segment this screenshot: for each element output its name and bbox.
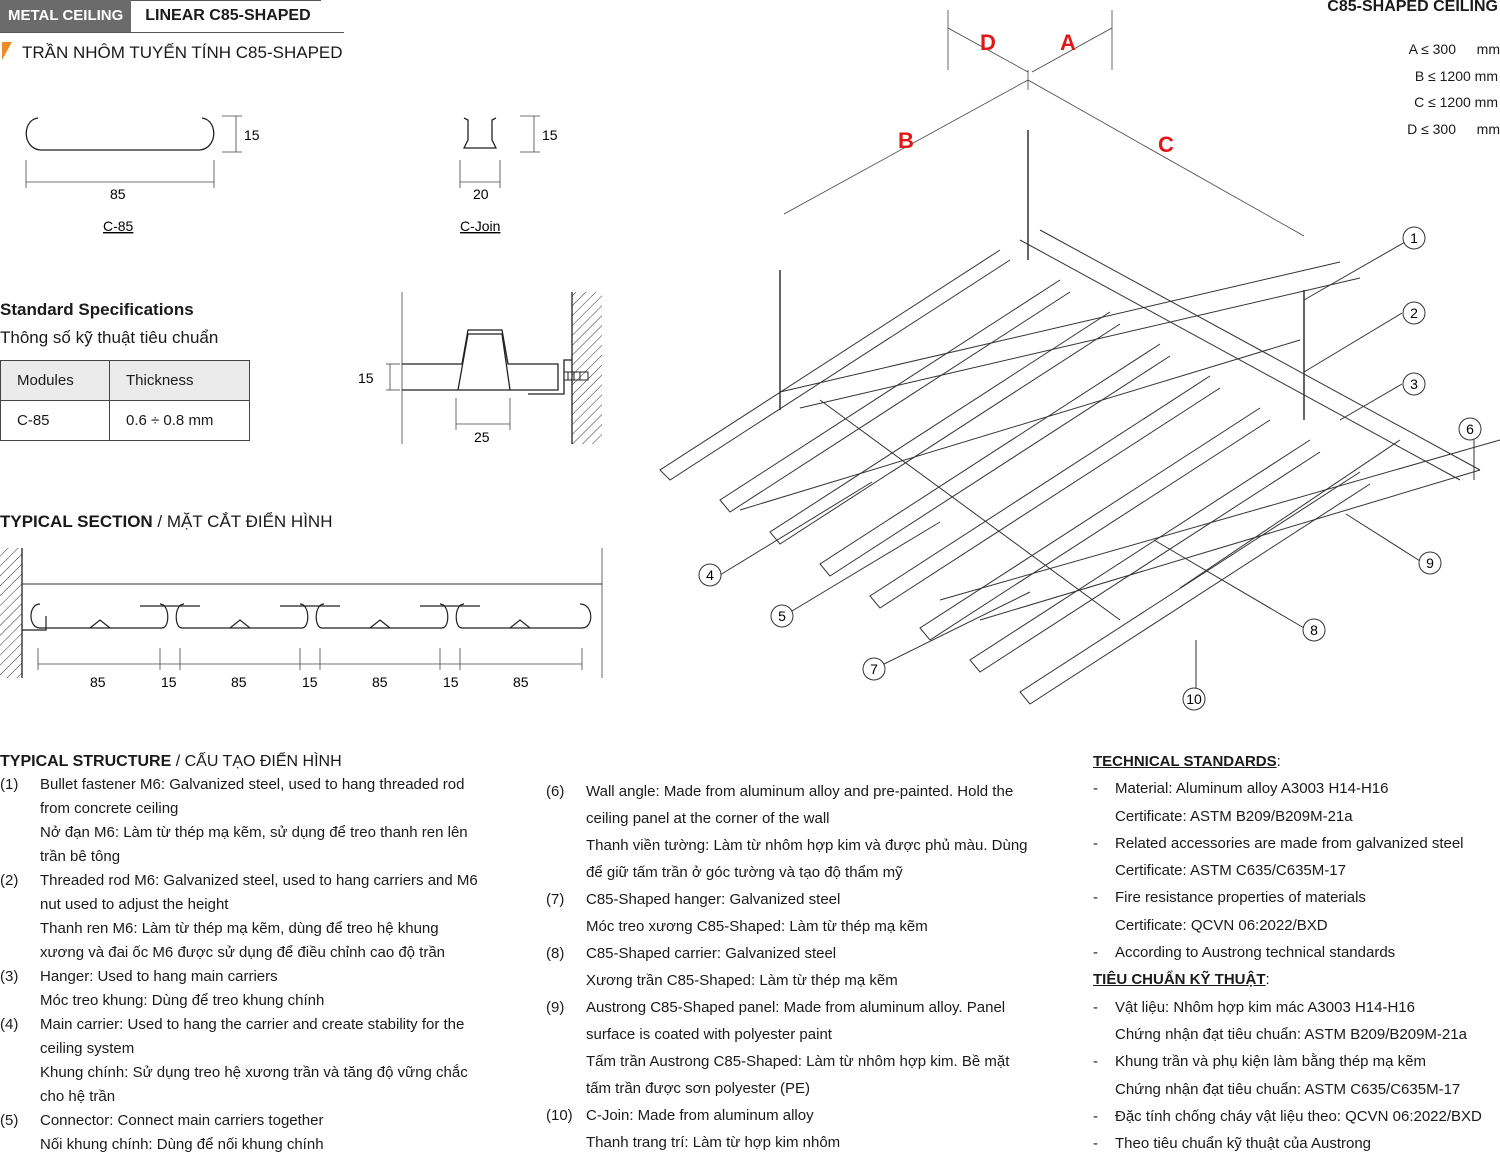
item-line: Threaded rod M6: Galvanized steel, used to hang carriers and M6 <box>40 872 478 889</box>
callout-number: 6 <box>1466 421 1474 437</box>
item-line: Nối khung chính: Dùng để nối khung chính <box>40 1136 324 1153</box>
wall-detail-drawing <box>350 290 610 450</box>
list-item <box>1093 1103 1498 1130</box>
item-line: Main carrier: Used to hang the carrier and create stability for the <box>40 1016 465 1033</box>
spec-cell-thickness: 0.6 ÷ 0.8 mm <box>110 401 250 441</box>
iso-dimension-labels <box>898 30 1174 157</box>
item-line: ceiling system <box>40 1040 135 1057</box>
structure-column-1 <box>0 773 520 1157</box>
section-dim-label: 15 <box>302 674 318 690</box>
callout-number: 8 <box>1310 622 1318 638</box>
item-line: C85-Shaped carrier: Galvanized steel <box>586 945 837 962</box>
page-title: LINEAR C85-SHAPED <box>131 0 320 32</box>
item-line: C85-Shaped hanger: Galvanized steel <box>586 891 841 908</box>
item-line: cho hệ trần <box>40 1088 116 1105</box>
threaded-rods-icon <box>780 130 1304 420</box>
header-bar <box>0 0 321 32</box>
bullet: - <box>1093 1107 1098 1125</box>
spec-cell-module: C-85 <box>1 401 110 441</box>
diagram-title: C85-SHAPED CEILING <box>1327 0 1498 15</box>
item-line: Wall angle: Made from aluminum alloy and pre-painted. Hold the <box>586 783 1014 800</box>
callout-number: 5 <box>778 608 786 624</box>
list-item <box>546 1102 1066 1156</box>
accent-mark-icon <box>2 42 12 60</box>
iso-label-b: B <box>898 128 914 153</box>
spec-header-thickness: Thickness <box>110 361 250 401</box>
standards-title-en <box>1093 748 1498 775</box>
wall-height-label: 15 <box>358 370 374 386</box>
callout-number: 4 <box>706 567 714 583</box>
item-line: Chứng nhận đạt tiêu chuẩn: ASTM C635/C635M-17 <box>1115 1080 1461 1098</box>
page-subtitle: TRẦN NHÔM TUYẾN TÍNH C85-SHAPED <box>22 43 343 62</box>
callout-number: 1 <box>1410 230 1418 246</box>
cjoin-dimension-lines <box>460 116 540 188</box>
callout-number: 9 <box>1426 555 1434 571</box>
standards-colon: : <box>1276 753 1281 770</box>
item-line: Fire resistance properties of materials <box>1115 889 1366 907</box>
list-item <box>546 886 1066 940</box>
iso-label-c: C <box>1158 132 1174 157</box>
c85-dimension-lines <box>26 116 242 188</box>
section-dimension-labels <box>90 674 529 690</box>
item-line: Material: Aluminum alloy A3003 H14-H16 <box>1115 780 1389 798</box>
item-number: (10) <box>546 1107 573 1124</box>
spec-title: Standard Specifications <box>0 300 194 319</box>
profile-drawings <box>0 100 620 240</box>
standards-title-en-text: TECHNICAL STANDARDS <box>1093 753 1277 770</box>
item-line: Vật liệu: Nhôm hợp kim mác A3003 H14-H16 <box>1115 998 1415 1016</box>
list-item <box>0 965 520 1013</box>
item-line: để giữ tấm trần ở góc tường và tạo độ thẩm mỹ <box>586 864 903 881</box>
c85-name-label: C-85 <box>103 218 134 234</box>
list-item <box>1093 884 1498 939</box>
item-line: Xương trần C85-Shaped: Làm từ thép mạ kẽm <box>586 972 898 989</box>
dim-limit-label: A ≤ 300 <box>1408 41 1456 57</box>
list-item <box>0 773 520 869</box>
dim-limit-label: B ≤ 1200 mm <box>1414 67 1498 84</box>
dim-limit-label: D ≤ 300 <box>1407 120 1456 137</box>
c85-width-label: 85 <box>110 186 126 202</box>
list-item <box>0 1109 520 1157</box>
c85-height-label: 15 <box>244 127 260 143</box>
section-dim-label: 15 <box>161 674 177 690</box>
spec-table <box>0 360 250 441</box>
wall-panel-profile-icon <box>402 330 572 394</box>
callout-number: 3 <box>1410 376 1418 392</box>
bullet: - <box>1093 944 1098 962</box>
item-line: surface is coated with polyester paint <box>586 1026 832 1043</box>
callout-number: 10 <box>1186 691 1202 707</box>
list-item <box>1093 939 1498 966</box>
standards-title-vi <box>1093 966 1498 993</box>
iso-callouts <box>699 227 1481 710</box>
item-number: (8) <box>546 945 565 962</box>
item-line: Austrong C85-Shaped panel: Made from aluminum alloy. Panel <box>586 999 1006 1016</box>
list-item <box>0 1013 520 1109</box>
list-item <box>0 869 520 965</box>
item-number: (7) <box>546 891 565 908</box>
callout-number: 7 <box>870 661 878 677</box>
item-line: tấm trần được sơn polyester (PE) <box>586 1080 810 1097</box>
section-wall-hatch <box>0 548 22 678</box>
callout-number: 2 <box>1410 305 1418 321</box>
bullet: - <box>1093 998 1098 1016</box>
standards-title-vi-text: TIÊU CHUẨN KỸ THUẬT <box>1093 971 1266 989</box>
item-line: xương và đai ốc M6 được sử dụng để điều chỉnh cao độ trần <box>40 944 446 961</box>
item-line: ceiling panel at the corner of the wall <box>586 810 830 827</box>
item-line: Bullet fastener M6: Galvanized steel, used to hang threaded rod <box>40 776 465 793</box>
item-line: Theo tiêu chuẩn kỹ thuật của Austrong <box>1115 1135 1372 1153</box>
iso-callout-numbers <box>706 230 1474 707</box>
bullet: - <box>1093 780 1098 798</box>
list-item <box>1093 775 1498 830</box>
section-dim-label: 85 <box>513 674 529 690</box>
structure-title <box>0 750 342 774</box>
section-dim-label: 85 <box>90 674 106 690</box>
spec-header-modules: Modules <box>1 361 110 401</box>
item-line: According to Austrong technical standards <box>1115 944 1396 962</box>
item-number: (9) <box>546 999 565 1016</box>
wall-hatch <box>572 292 602 444</box>
iso-label-a: A <box>1060 30 1076 55</box>
dim-limit-label: C ≤ 1200 mm <box>1414 94 1498 110</box>
item-line: Chứng nhận đạt tiêu chuẩn: ASTM B209/B209M-21a <box>1115 1025 1467 1043</box>
dim-limit-unit: mm <box>1476 120 1500 137</box>
item-number: (3) <box>0 968 19 985</box>
list-item <box>546 940 1066 994</box>
typical-section-drawing <box>0 546 610 696</box>
cjoin-width-label: 20 <box>473 186 489 202</box>
section-title <box>0 512 332 532</box>
item-line: Connector: Connect main carriers together <box>40 1112 324 1129</box>
item-number: (2) <box>0 872 19 889</box>
list-item <box>546 994 1066 1102</box>
item-line: Móc treo xương C85-Shaped: Làm từ thép mạ kẽm <box>586 918 928 935</box>
item-number: (5) <box>0 1112 19 1129</box>
item-number: (1) <box>0 776 19 793</box>
standards-colon: : <box>1265 971 1270 989</box>
item-line: trần bê tông <box>40 848 121 865</box>
section-dimension-lines <box>38 648 582 670</box>
category-tag: METAL CEILING <box>0 0 131 32</box>
cjoin-height-label: 15 <box>542 127 558 143</box>
item-number: (4) <box>0 1016 19 1033</box>
item-line: Khung trần và phụ kiện làm bằng thép mạ kẽm <box>1115 1053 1427 1071</box>
dim-limit-unit: mm <box>1476 41 1500 57</box>
list-item <box>1093 994 1498 1049</box>
item-line: Nở đạn M6: Làm từ thép mạ kẽm, sử dụng để treo thanh ren lên <box>40 824 468 841</box>
item-line: Certificate: QCVN 06:2022/BXD <box>1115 916 1328 934</box>
item-line: Khung chính: Sử dụng treo hệ xương trần và tăng độ vững chắc <box>40 1064 468 1081</box>
item-line: Tấm trần Austrong C85-Shaped: Làm từ nhôm hợp kim. Bề mặt <box>586 1053 1010 1070</box>
item-line: Đặc tính chống cháy vật liệu theo: QCVN 06:2022/BXD <box>1115 1107 1482 1125</box>
item-line: Thanh ren M6: Làm từ thép mạ kẽm, dùng để treo hệ khung <box>40 920 439 937</box>
iso-dimension-lines <box>784 10 1304 236</box>
item-line: Related accessories are made from galvanized steel <box>1115 834 1464 852</box>
spec-table-header <box>1 361 250 401</box>
section-title-bold: TYPICAL SECTION <box>0 512 153 531</box>
bullet: - <box>1093 834 1098 852</box>
list-item <box>1093 830 1498 885</box>
c85-profile-icon <box>26 118 214 150</box>
item-line: Thanh viền tường: Làm từ nhôm hợp kim và được phủ màu. Dùng <box>586 837 1028 854</box>
bullet: - <box>1093 889 1098 907</box>
item-line: nut used to adjust the height <box>40 896 229 913</box>
section-dim-label: 85 <box>231 674 247 690</box>
list-item <box>1093 1048 1498 1103</box>
item-line: Thanh trang trí: Làm từ hợp kim nhôm <box>586 1134 841 1151</box>
structure-title-bold: TYPICAL STRUCTURE <box>0 753 172 770</box>
item-line: Hanger: Used to hang main carriers <box>40 968 278 985</box>
section-panels-icon <box>22 604 591 630</box>
iso-label-d: D <box>980 30 996 55</box>
spec-subtitle: Thông số kỹ thuật tiêu chuẩn <box>0 328 219 347</box>
item-line: Móc treo khung: Dùng để treo khung chính <box>40 992 325 1009</box>
section-title-rest: / MẶT CẮT ĐIỂN HÌNH <box>152 512 333 531</box>
isometric-panels-icon <box>660 230 1500 704</box>
cjoin-profile-icon <box>464 118 496 148</box>
structure-column-2 <box>546 778 1066 1156</box>
list-item <box>1093 1130 1498 1157</box>
item-line: Certificate: ASTM B209/B209M-21a <box>1115 807 1353 825</box>
item-line: from concrete ceiling <box>40 800 179 817</box>
isometric-assembly-drawing <box>640 0 1500 720</box>
technical-standards <box>1093 748 1498 1157</box>
bullet: - <box>1093 1053 1098 1071</box>
structure-title-rest: / CẤU TẠO ĐIỂN HÌNH <box>171 753 342 770</box>
item-number: (6) <box>546 783 565 800</box>
table-row <box>1 401 250 441</box>
header-divider <box>0 32 344 33</box>
cjoin-name-label: C-Join <box>460 218 501 234</box>
section-dim-label: 15 <box>443 674 459 690</box>
list-item <box>546 778 1066 886</box>
item-line: Certificate: ASTM C635/C635M-17 <box>1115 862 1346 880</box>
item-line: C-Join: Made from aluminum alloy <box>586 1107 814 1124</box>
bullet: - <box>1093 1135 1098 1153</box>
section-dim-label: 85 <box>372 674 388 690</box>
wall-width-label: 25 <box>474 429 490 445</box>
